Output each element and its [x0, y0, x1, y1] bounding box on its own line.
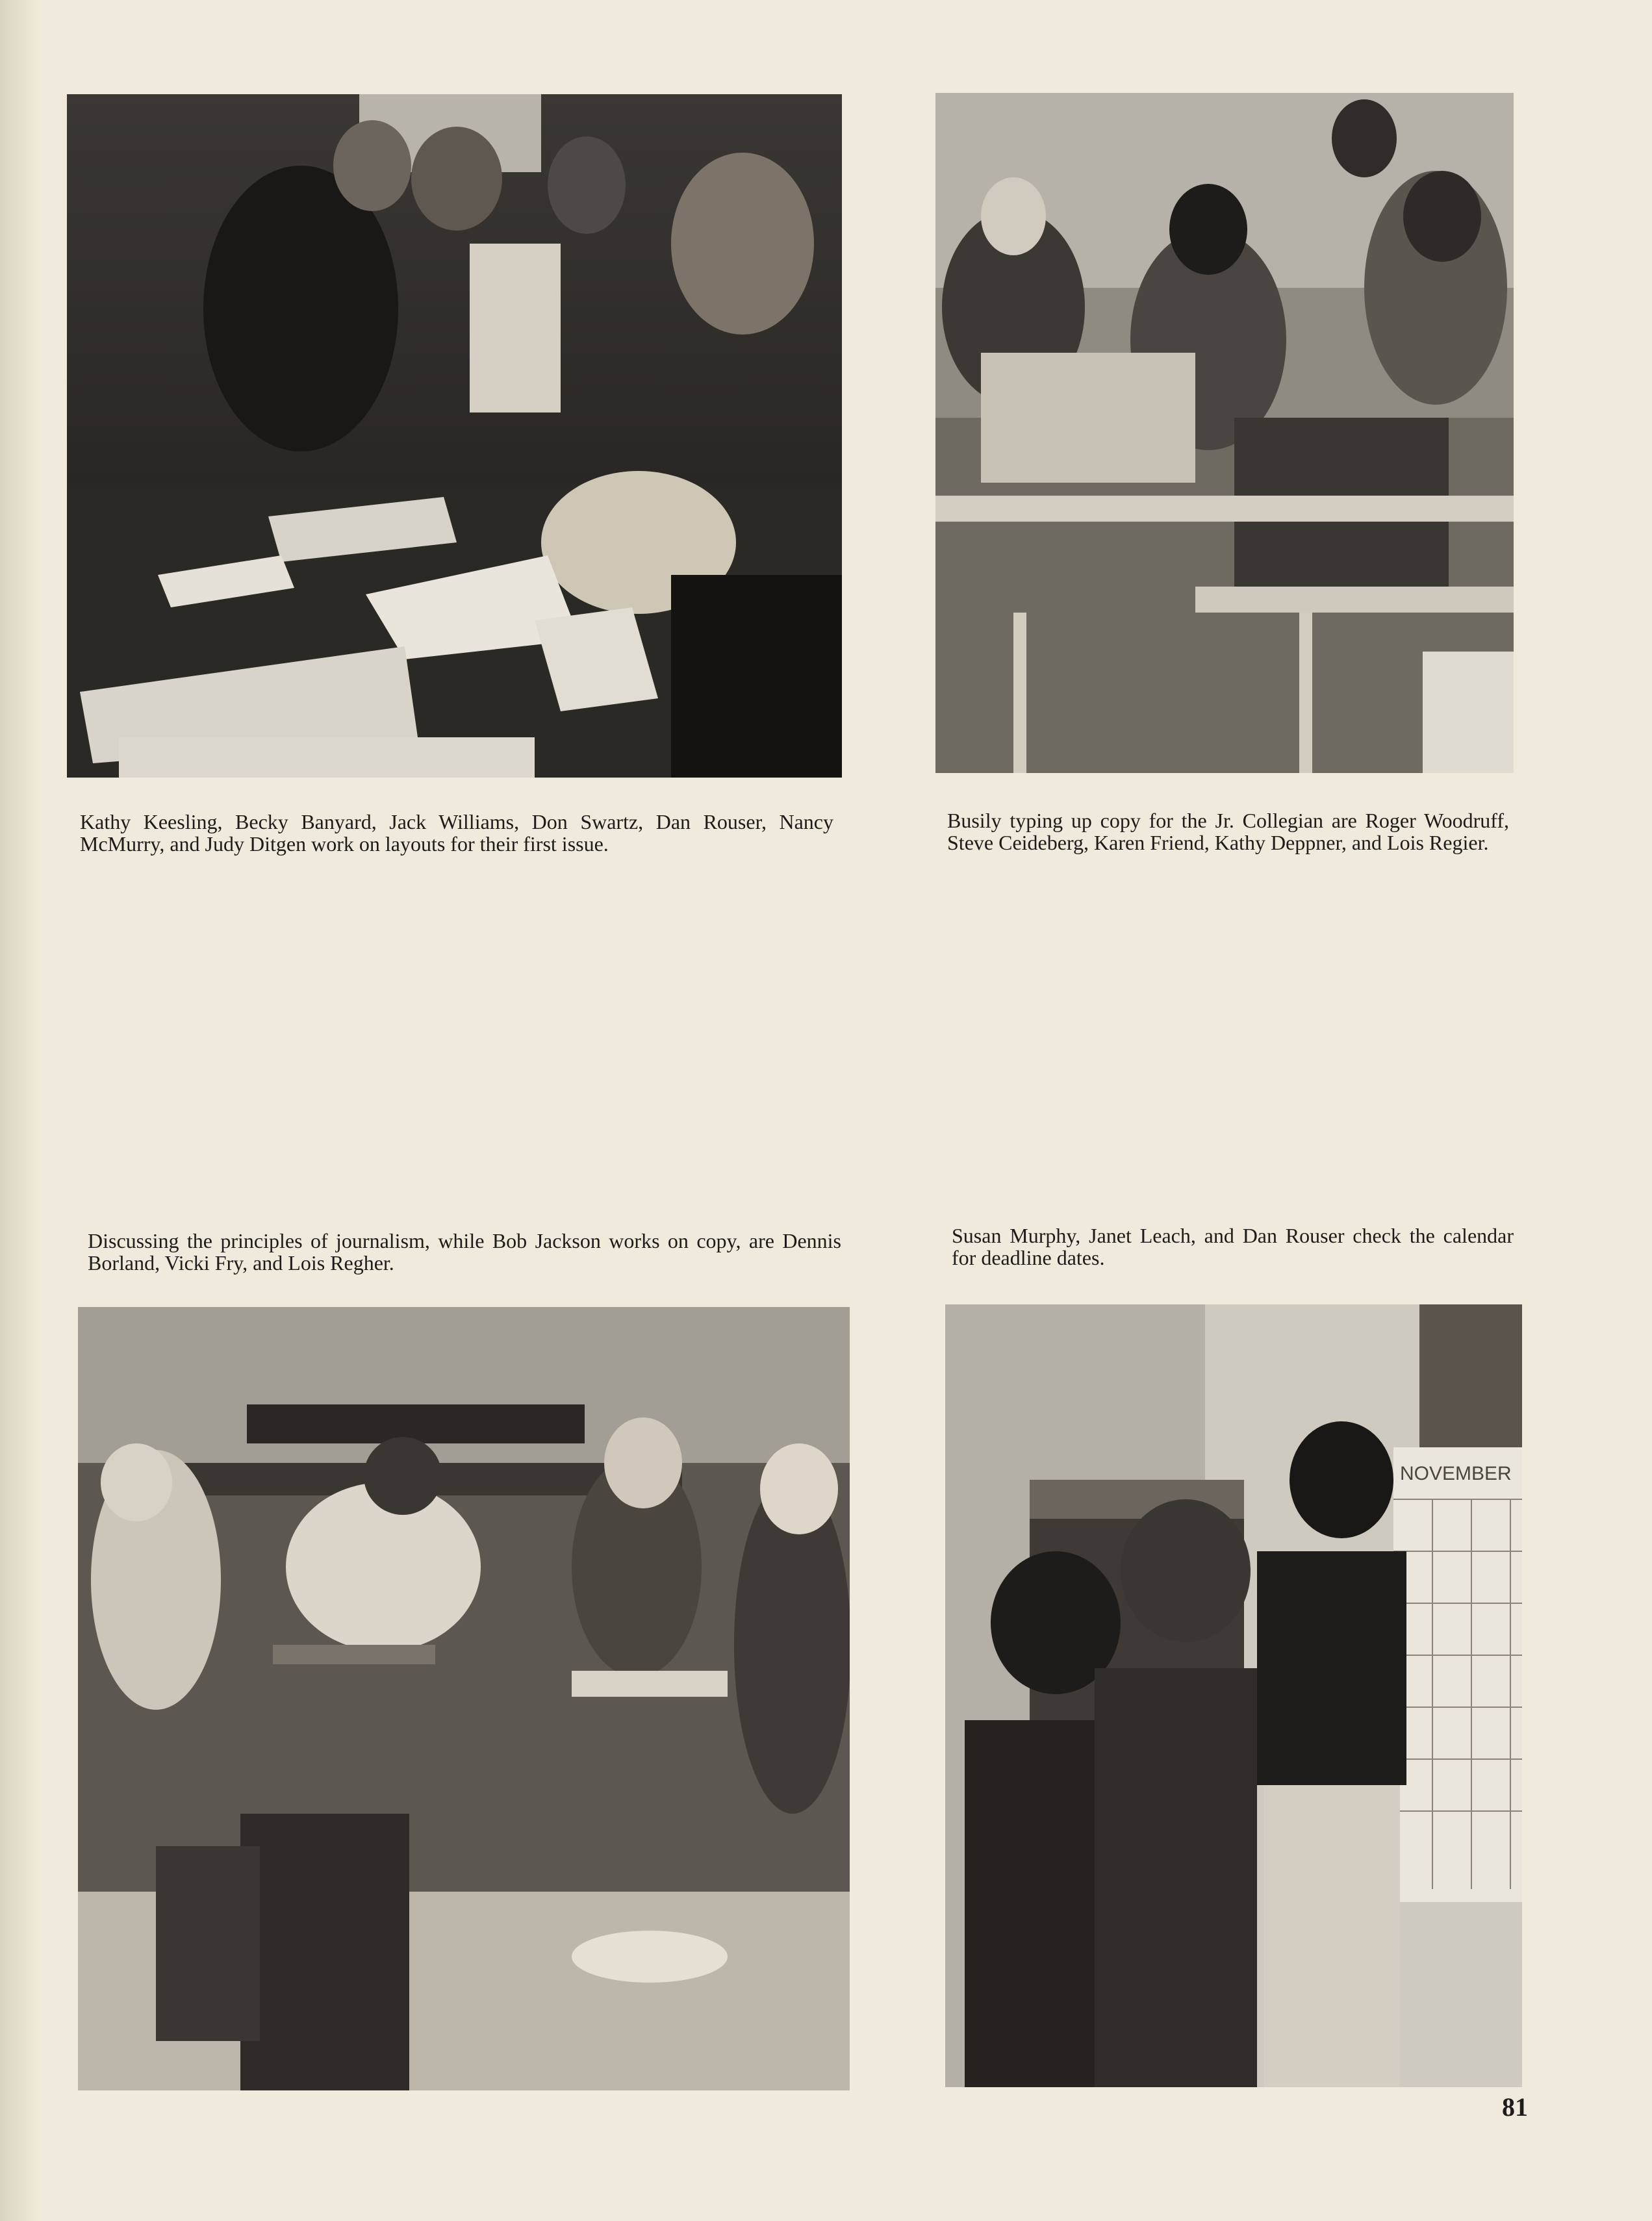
calendar-check-photo-art — [945, 1304, 1522, 2087]
calendar-check-caption: Susan Murphy, Janet Leach, and Dan Rouser check the calendar for deadline dates. — [952, 1224, 1514, 1269]
journalism-discussion-photo-art — [78, 1307, 850, 2090]
journalism-discussion-caption: Discussing the principles of journalism, while Bob Jackson works on copy, are Dennis Borland, Vicki Fry, and Lois Regher. — [88, 1229, 841, 1275]
calendar-check-photo — [945, 1304, 1522, 2087]
page-number: 81 — [1502, 2092, 1528, 2122]
journalism-discussion-photo — [78, 1307, 850, 2090]
typing-copy-photo-art — [935, 93, 1514, 773]
typing-copy-photo — [935, 93, 1514, 773]
page-binding-shadow — [0, 0, 39, 2221]
layout-work-photo-art — [67, 94, 842, 778]
calendar-month-label: NOVEMBER — [1400, 1463, 1512, 1484]
typing-copy-caption: Busily typing up copy for the Jr. Collegian are Roger Woodruff, Steve Ceideberg, Karen Friend, Kathy Deppner, and Lois Regier. — [947, 809, 1509, 854]
layout-work-caption: Kathy Keesling, Becky Banyard, Jack Williams, Don Swartz, Dan Rouser, Nancy McMurry, and Judy Ditgen work on layouts for their first issue. — [80, 810, 833, 856]
layout-work-photo — [67, 94, 842, 778]
